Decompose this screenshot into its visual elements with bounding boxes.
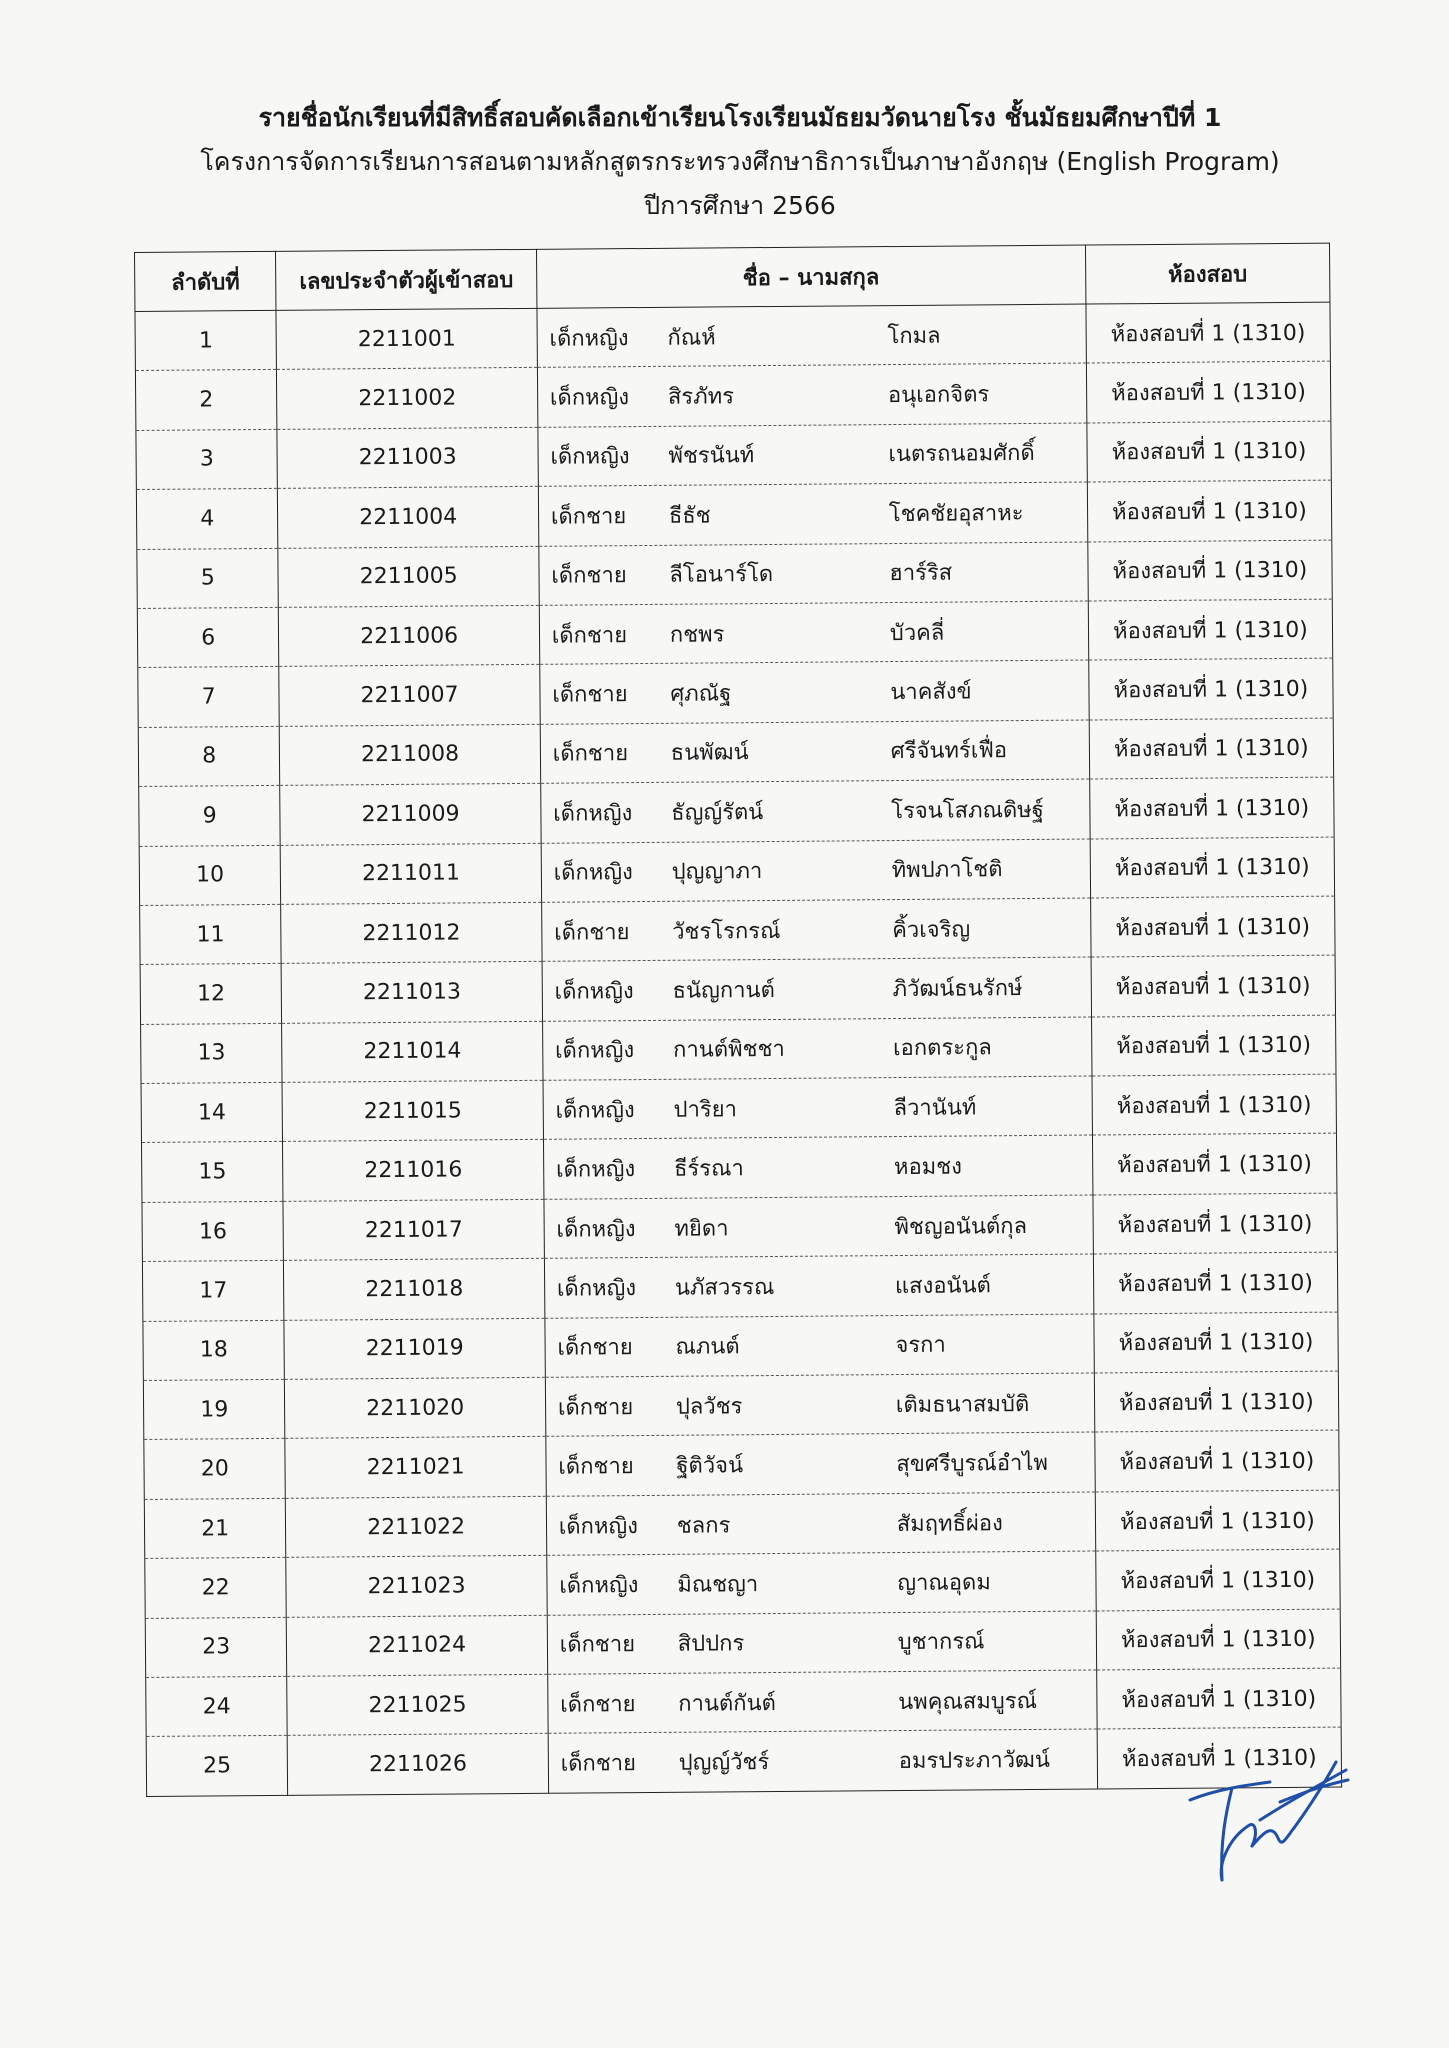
row-first-name: ธีร์รณา bbox=[673, 1156, 744, 1182]
table-row bbox=[143, 1312, 1338, 1381]
row-name-wrap bbox=[543, 1088, 1091, 1127]
table-row bbox=[140, 955, 1335, 1024]
row-exam-id: 2211001 bbox=[276, 308, 537, 369]
row-no: 20 bbox=[144, 1439, 286, 1499]
row-name-wrap bbox=[547, 1504, 1095, 1543]
row-prefix: เด็กหญิง bbox=[549, 325, 629, 352]
row-name bbox=[545, 1314, 1094, 1378]
row-first-name: ธีธัช bbox=[668, 503, 711, 529]
row-exam-room: ห้องสอบที่ 1 (1310) bbox=[1086, 361, 1331, 422]
row-name bbox=[544, 1195, 1093, 1259]
row-name-wrap bbox=[537, 316, 1085, 355]
row-name bbox=[547, 1551, 1096, 1615]
row-prefix: เด็กชาย bbox=[550, 504, 627, 530]
row-exam-room: ห้องสอบที่ 1 (1310) bbox=[1090, 837, 1335, 898]
table-row bbox=[137, 599, 1332, 668]
row-exam-room: ห้องสอบที่ 1 (1310) bbox=[1087, 421, 1332, 482]
row-no: 9 bbox=[139, 785, 281, 845]
row-name bbox=[542, 957, 1091, 1021]
row-name-wrap bbox=[542, 851, 1090, 890]
table-row bbox=[135, 361, 1330, 430]
table-row bbox=[144, 1430, 1339, 1499]
row-name-wrap bbox=[542, 969, 1090, 1008]
row-exam-room: ห้องสอบที่ 1 (1310) bbox=[1096, 1668, 1341, 1729]
row-no: 12 bbox=[140, 964, 282, 1024]
row-exam-id: 2211025 bbox=[287, 1674, 548, 1735]
table-row bbox=[145, 1549, 1340, 1618]
row-first-name: ปุญญาภา bbox=[671, 859, 763, 885]
row-prefix: เด็กชาย bbox=[560, 1751, 637, 1777]
signature-strokes bbox=[1190, 1762, 1348, 1880]
row-exam-room: ห้องสอบที่ 1 (1310) bbox=[1094, 1312, 1339, 1373]
row-first-name: พัชรนันท์ bbox=[668, 443, 755, 470]
row-name-wrap bbox=[542, 910, 1090, 949]
row-first-name: ปุญญ์วัชร์ bbox=[678, 1750, 770, 1776]
row-name-wrap bbox=[545, 1326, 1093, 1365]
row-exam-id: 2211022 bbox=[286, 1496, 547, 1557]
row-last-name: ทิพปภาโชติ bbox=[891, 857, 1003, 884]
row-no: 2 bbox=[135, 370, 277, 430]
table-row bbox=[135, 302, 1330, 371]
row-exam-id: 2211003 bbox=[277, 427, 538, 488]
row-exam-room: ห้องสอบที่ 1 (1310) bbox=[1096, 1549, 1341, 1610]
row-prefix: เด็กหญิง bbox=[558, 1513, 639, 1540]
row-name-wrap bbox=[545, 1266, 1093, 1305]
row-name-wrap bbox=[538, 376, 1086, 415]
row-last-name: นาคสังข์ bbox=[890, 679, 972, 706]
row-name-wrap bbox=[540, 673, 1088, 712]
row-prefix: เด็กหญิง bbox=[555, 1097, 635, 1124]
row-first-name: ปุลวัชร bbox=[675, 1393, 743, 1420]
row-exam-id: 2211014 bbox=[282, 1021, 543, 1082]
row-name-wrap bbox=[549, 1742, 1097, 1781]
row-exam-room: ห้องสอบที่ 1 (1310) bbox=[1089, 777, 1334, 838]
table-row bbox=[145, 1609, 1340, 1678]
row-no: 10 bbox=[139, 845, 281, 905]
table-row bbox=[146, 1668, 1341, 1737]
row-first-name: ชลกร bbox=[676, 1512, 731, 1539]
row-exam-room: ห้องสอบที่ 1 (1310) bbox=[1088, 540, 1333, 601]
row-name bbox=[540, 779, 1089, 843]
row-last-name: ฮาร์ริส bbox=[889, 560, 953, 587]
row-name-wrap bbox=[547, 1563, 1095, 1602]
row-name bbox=[540, 720, 1089, 784]
row-exam-id: 2211013 bbox=[282, 962, 543, 1023]
row-last-name: ญาณอุดม bbox=[897, 1570, 991, 1596]
row-first-name: ทยิดา bbox=[674, 1215, 729, 1242]
header-name: ชื่อ – นามสกุล bbox=[536, 245, 1085, 308]
row-last-name: โกมล bbox=[887, 323, 941, 349]
row-name bbox=[542, 1017, 1091, 1081]
row-no: 11 bbox=[140, 904, 282, 964]
row-last-name: บูชากรณ์ bbox=[897, 1629, 985, 1656]
row-name bbox=[543, 1135, 1092, 1199]
table-row bbox=[140, 896, 1335, 965]
row-first-name: ลีโอนาร์โด bbox=[669, 562, 774, 589]
row-prefix: เด็กหญิง bbox=[559, 1572, 639, 1599]
row-exam-room: ห้องสอบที่ 1 (1310) bbox=[1092, 1074, 1337, 1135]
row-exam-id: 2211021 bbox=[285, 1437, 546, 1498]
row-last-name: คิ้วเจริญ bbox=[892, 917, 971, 943]
row-exam-room: ห้องสอบที่ 1 (1310) bbox=[1089, 718, 1334, 779]
row-exam-id: 2211020 bbox=[285, 1377, 546, 1438]
row-no: 14 bbox=[141, 1082, 283, 1142]
row-prefix: เด็กชาย bbox=[557, 1394, 634, 1421]
row-prefix: เด็กหญิง bbox=[550, 444, 630, 471]
row-first-name: ปาริยา bbox=[673, 1097, 738, 1123]
row-exam-room: ห้องสอบที่ 1 (1310) bbox=[1090, 896, 1335, 957]
row-name bbox=[546, 1432, 1095, 1496]
row-last-name: ลีวานันท์ bbox=[893, 1095, 977, 1121]
row-prefix: เด็กหญิง bbox=[549, 385, 630, 411]
header-exam-id: เลขประจำตัวผู้เข้าสอบ bbox=[276, 249, 537, 310]
row-name bbox=[543, 1076, 1092, 1140]
row-exam-id: 2211009 bbox=[280, 783, 541, 844]
document-header bbox=[150, 96, 1330, 228]
row-exam-id: 2211017 bbox=[283, 1199, 544, 1260]
table-row bbox=[136, 421, 1331, 490]
table-row bbox=[137, 540, 1332, 609]
row-name bbox=[546, 1492, 1095, 1556]
row-exam-room: ห้องสอบที่ 1 (1310) bbox=[1088, 599, 1333, 660]
row-no: 16 bbox=[142, 1201, 284, 1261]
row-name-wrap bbox=[544, 1207, 1092, 1246]
row-no: 24 bbox=[146, 1676, 288, 1736]
row-first-name: ธนัญกานต์ bbox=[672, 977, 775, 1004]
row-name bbox=[540, 660, 1089, 724]
row-no: 3 bbox=[136, 429, 278, 489]
row-name-wrap bbox=[548, 1682, 1096, 1721]
row-exam-room: ห้องสอบที่ 1 (1310) bbox=[1096, 1609, 1341, 1670]
row-name-wrap bbox=[546, 1445, 1094, 1484]
row-name bbox=[545, 1373, 1094, 1437]
row-exam-id: 2211018 bbox=[284, 1259, 545, 1320]
table-body bbox=[135, 302, 1342, 1796]
row-prefix: เด็กหญิง bbox=[556, 1276, 637, 1302]
row-exam-id: 2211012 bbox=[281, 902, 542, 963]
row-no: 18 bbox=[143, 1320, 285, 1380]
row-exam-room: ห้องสอบที่ 1 (1310) bbox=[1091, 1015, 1336, 1076]
row-last-name: หอมชง bbox=[893, 1154, 962, 1181]
row-exam-id: 2211006 bbox=[279, 605, 540, 666]
row-prefix: เด็กชาย bbox=[552, 741, 629, 768]
row-exam-room: ห้องสอบที่ 1 (1310) bbox=[1094, 1371, 1339, 1432]
table-row bbox=[139, 777, 1334, 846]
row-name bbox=[539, 542, 1088, 606]
row-exam-room: ห้องสอบที่ 1 (1310) bbox=[1093, 1193, 1338, 1254]
row-exam-id: 2211024 bbox=[287, 1615, 548, 1676]
row-name bbox=[548, 1729, 1097, 1793]
row-first-name: ธนพัฒน์ bbox=[670, 740, 749, 767]
row-last-name: เนตรถนอมศักดิ์ bbox=[888, 441, 1035, 468]
row-prefix: เด็กหญิง bbox=[554, 1038, 635, 1065]
row-last-name: โรจนโสภณดิษฐ์ bbox=[891, 797, 1044, 824]
row-no: 15 bbox=[141, 1142, 283, 1202]
row-first-name: มิณชญา bbox=[677, 1572, 759, 1598]
row-name bbox=[541, 898, 1090, 962]
row-no: 25 bbox=[146, 1736, 288, 1796]
table-row bbox=[138, 718, 1333, 787]
row-no: 21 bbox=[144, 1498, 286, 1558]
row-first-name: ศุภณัฐ bbox=[670, 681, 732, 707]
row-no: 4 bbox=[136, 489, 278, 549]
row-last-name: เอกตระกูล bbox=[892, 1035, 992, 1062]
row-last-name: บัวคลี่ bbox=[889, 620, 945, 646]
row-name bbox=[547, 1670, 1096, 1734]
table-row bbox=[141, 1074, 1336, 1143]
row-exam-id: 2211002 bbox=[277, 368, 538, 429]
row-no: 23 bbox=[145, 1617, 287, 1677]
row-prefix: เด็กหญิง bbox=[553, 800, 633, 827]
row-prefix: เด็กชาย bbox=[559, 1632, 636, 1658]
row-no: 19 bbox=[143, 1379, 285, 1439]
row-name bbox=[537, 363, 1086, 427]
row-exam-id: 2211026 bbox=[288, 1734, 549, 1795]
row-name-wrap bbox=[541, 732, 1089, 771]
row-no: 6 bbox=[137, 607, 279, 667]
row-prefix: เด็กชาย bbox=[557, 1335, 633, 1362]
row-first-name: ณภนต์ bbox=[675, 1334, 740, 1361]
row-exam-id: 2211019 bbox=[284, 1318, 545, 1379]
row-name-wrap bbox=[538, 435, 1086, 474]
row-exam-id: 2211023 bbox=[286, 1556, 547, 1617]
table-row bbox=[142, 1252, 1337, 1321]
title-line-1: รายชื่อนักเรียนที่มีสิทธิ์สอบคัดเลือกเข้าเรียนโรงเรียนมัธยมวัดนายโรง ชั้นมัธยมศึกษาปีที่ 1 bbox=[258, 103, 1222, 132]
row-exam-room: ห้องสอบที่ 1 (1310) bbox=[1087, 480, 1332, 541]
row-last-name: ภิวัฒน์ธนรักษ์ bbox=[892, 976, 1023, 1003]
row-exam-id: 2211005 bbox=[278, 546, 539, 607]
row-prefix: เด็กชาย bbox=[552, 682, 628, 708]
row-first-name: กัณห์ bbox=[667, 325, 716, 351]
row-last-name: พิชญอนันต์กุล bbox=[894, 1213, 1028, 1240]
title-line-2: โครงการจัดการเรียนการสอนตามหลักสูตรกระทรวงศึกษาธิการเป็นภาษาอังกฤษ (English Program) bbox=[200, 147, 1280, 176]
row-last-name: สุขศรีบูรณ์อำไพ bbox=[896, 1450, 1049, 1478]
row-exam-id: 2211004 bbox=[278, 487, 539, 548]
table-row bbox=[141, 1015, 1336, 1084]
row-exam-room: ห้องสอบที่ 1 (1310) bbox=[1097, 1727, 1342, 1788]
row-first-name: สิปปกร bbox=[677, 1631, 745, 1658]
row-last-name: อมรประภาวัฒน์ bbox=[898, 1747, 1051, 1775]
row-exam-room: ห้องสอบที่ 1 (1310) bbox=[1095, 1430, 1340, 1491]
row-exam-room: ห้องสอบที่ 1 (1310) bbox=[1089, 658, 1334, 719]
row-name-wrap bbox=[543, 1029, 1091, 1068]
row-exam-id: 2211008 bbox=[280, 724, 541, 785]
table-row bbox=[139, 837, 1334, 906]
row-prefix: เด็กชาย bbox=[551, 622, 628, 649]
row-last-name: โชคชัยอุสาหะ bbox=[888, 500, 1024, 527]
row-first-name: กชพร bbox=[669, 622, 725, 648]
title-line-3: ปีการศึกษา 2566 bbox=[644, 191, 836, 220]
row-last-name: จรกา bbox=[895, 1332, 946, 1359]
row-no: 13 bbox=[141, 1023, 283, 1083]
row-prefix: เด็กชาย bbox=[554, 919, 630, 946]
table-row bbox=[138, 658, 1333, 727]
row-name-wrap bbox=[539, 554, 1087, 593]
row-exam-room: ห้องสอบที่ 1 (1310) bbox=[1093, 1252, 1338, 1313]
row-prefix: เด็กหญิง bbox=[556, 1216, 636, 1243]
row-no: 22 bbox=[145, 1558, 287, 1618]
row-last-name: เติมธนาสมบัติ bbox=[895, 1391, 1030, 1418]
row-name-wrap bbox=[541, 791, 1089, 830]
row-no: 7 bbox=[138, 667, 280, 727]
row-exam-room: ห้องสอบที่ 1 (1310) bbox=[1095, 1490, 1340, 1551]
row-name bbox=[538, 423, 1087, 487]
row-no: 8 bbox=[138, 726, 280, 786]
row-first-name: นภัสวรรณ bbox=[674, 1274, 775, 1301]
row-exam-room: ห้องสอบที่ 1 (1310) bbox=[1086, 302, 1331, 363]
row-name bbox=[539, 601, 1088, 665]
row-name-wrap bbox=[540, 613, 1088, 652]
row-name-wrap bbox=[544, 1148, 1092, 1187]
row-exam-id: 2211015 bbox=[282, 1080, 543, 1141]
table-row bbox=[136, 480, 1331, 549]
row-exam-room: ห้องสอบที่ 1 (1310) bbox=[1091, 955, 1336, 1016]
row-last-name: ศรีจันทร์เฟื่อ bbox=[890, 738, 1008, 765]
row-prefix: เด็กหญิง bbox=[553, 860, 633, 886]
row-exam-id: 2211011 bbox=[281, 843, 542, 904]
header-no: ลำดับที่ bbox=[135, 251, 277, 311]
row-no: 5 bbox=[137, 548, 279, 608]
row-exam-id: 2211016 bbox=[283, 1140, 544, 1201]
row-first-name: ฐิติวัจน์ bbox=[676, 1453, 744, 1479]
row-name bbox=[541, 839, 1090, 903]
row-prefix: เด็กชาย bbox=[551, 563, 627, 589]
row-name-wrap bbox=[539, 494, 1087, 533]
signature-icon bbox=[1160, 1742, 1350, 1892]
row-exam-room: ห้องสอบที่ 1 (1310) bbox=[1092, 1134, 1337, 1195]
row-first-name: ธัญญ์รัตน์ bbox=[671, 799, 764, 826]
table-row bbox=[143, 1371, 1338, 1440]
row-last-name: อนุเอกจิตร bbox=[887, 382, 990, 409]
header-room: ห้องสอบ bbox=[1085, 243, 1330, 304]
row-first-name: กานต์กันต์ bbox=[678, 1690, 776, 1717]
row-prefix: เด็กชาย bbox=[558, 1454, 634, 1480]
row-last-name: สัมฤทธิ์ผ่อง bbox=[896, 1510, 1003, 1537]
row-name bbox=[547, 1611, 1096, 1675]
row-first-name: กานต์พิชชา bbox=[672, 1037, 785, 1064]
row-prefix: เด็กชาย bbox=[560, 1691, 636, 1718]
table-row bbox=[142, 1193, 1337, 1262]
row-no: 17 bbox=[142, 1261, 284, 1321]
row-name bbox=[537, 304, 1086, 368]
row-first-name: สิรภัทร bbox=[667, 384, 735, 410]
row-prefix: เด็กหญิง bbox=[554, 979, 634, 1005]
table-header-row bbox=[135, 243, 1330, 311]
row-first-name: วัชรโรกรณ์ bbox=[672, 918, 781, 945]
row-no: 1 bbox=[135, 310, 277, 370]
row-last-name: นพคุณสมบูรณ์ bbox=[898, 1688, 1038, 1715]
table-row bbox=[144, 1490, 1339, 1559]
student-roster-table bbox=[134, 243, 1342, 1797]
row-exam-id: 2211007 bbox=[279, 665, 540, 726]
row-prefix: เด็กหญิง bbox=[555, 1157, 636, 1183]
row-name bbox=[538, 482, 1087, 546]
row-last-name: แสงอนันต์ bbox=[894, 1273, 991, 1299]
row-name-wrap bbox=[546, 1385, 1094, 1424]
table-row bbox=[141, 1134, 1336, 1203]
row-name bbox=[544, 1254, 1093, 1318]
row-name-wrap bbox=[548, 1623, 1096, 1662]
